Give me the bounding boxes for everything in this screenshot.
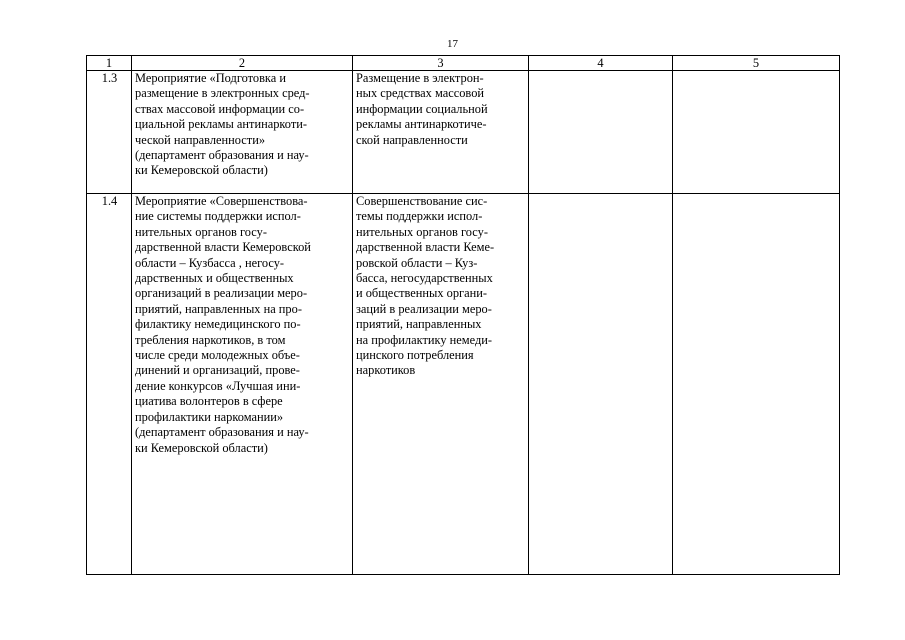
- page-number: 17: [447, 38, 458, 50]
- event-description: Мероприятие «Совершенствова- ние системы поддержки испол- нительных органов госу- дарственной власти Кемеровской области – Кузбасса , негосу- дарственных и общественных организаций в реализации меро- приятий, направленных на про- филактику немедицинского по- требления наркотиков, в том числе среди молодежных объе- динений и организаций, прове- дение конкурсов «Лучшая ини- циатива волонтеров в сфере профилактики наркомании» (департамент образования и нау- ки Кемеровской области): [132, 194, 353, 575]
- header-cell-2: 2: [132, 56, 353, 71]
- column-4-cell: [529, 71, 673, 194]
- header-cell-4: 4: [529, 56, 673, 71]
- row-number: 1.4: [87, 194, 132, 575]
- measures-table: [86, 55, 840, 575]
- row-number: 1.3: [87, 71, 132, 194]
- expected-result: Совершенствование сис- темы поддержки испол- нительных органов госу- дарственной власти Кеме- ровской области – Куз- басса, негосударственных и общественных органи- заций в реализации меро- приятий, направленных на профилактику немеди- цинского потребления наркотиков: [353, 194, 529, 575]
- column-5-cell: [673, 71, 840, 194]
- table-header-row: [87, 56, 840, 71]
- header-cell-3: 3: [353, 56, 529, 71]
- event-description: Мероприятие «Подготовка и размещение в электронных сред- ствах массовой информации со- циальной рекламы антинаркоти- ческой направленности» (департамент образования и нау- ки Кемеровской области): [132, 71, 353, 194]
- expected-result: Размещение в электрон- ных средствах массовой информации социальной рекламы антинаркотиче- ской направленности: [353, 71, 529, 194]
- column-5-cell: [673, 194, 840, 575]
- header-cell-1: 1: [87, 56, 132, 71]
- table-row: [87, 71, 840, 194]
- header-cell-5: 5: [673, 56, 840, 71]
- table-row: [87, 194, 840, 575]
- column-4-cell: [529, 194, 673, 575]
